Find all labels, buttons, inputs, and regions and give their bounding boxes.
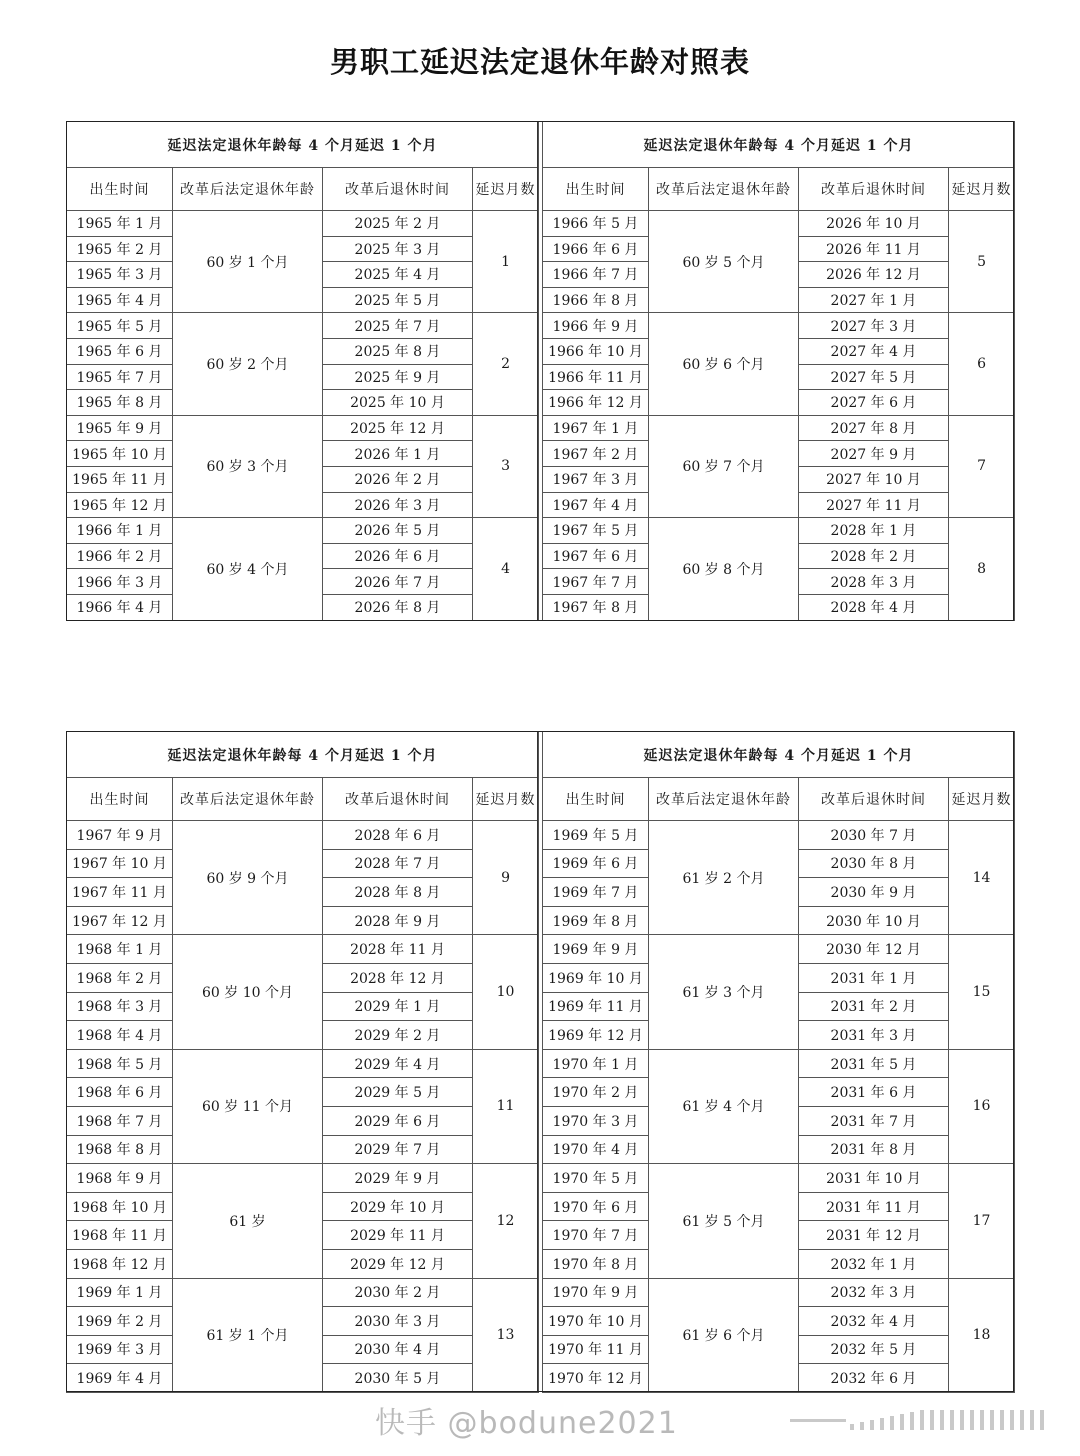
retirement-time-cell: 2026 年 11 月 <box>799 236 949 262</box>
retirement-time-cell: 2029 年 4 月 <box>323 1049 473 1078</box>
retirement-time-cell: 2027 年 1 月 <box>799 287 949 313</box>
retirement-time-cell: 2025 年 7 月 <box>323 313 473 339</box>
section-caption: 延迟法定退休年龄每 4 个月延迟 1 个月 <box>67 122 539 168</box>
table-right-1 <box>542 121 1014 621</box>
birth-time-cell: 1965 年 5 月 <box>67 313 173 339</box>
retirement-time-cell: 2028 年 12 月 <box>323 963 473 992</box>
birth-time-cell: 1968 年 10 月 <box>67 1192 173 1221</box>
table-row <box>543 415 1015 441</box>
barcode-bar <box>970 1410 974 1430</box>
retirement-time-cell: 2031 年 12 月 <box>799 1221 949 1250</box>
birth-time-cell: 1967 年 11 月 <box>67 878 173 907</box>
table-left-2 <box>66 731 538 1393</box>
delay-months-cell: 7 <box>949 415 1015 517</box>
retirement-time-cell: 2025 年 9 月 <box>323 364 473 390</box>
retirement-age-cell: 61 岁 6 个月 <box>649 1278 799 1392</box>
barcode-bar <box>850 1424 854 1430</box>
caption-row <box>543 732 1015 778</box>
delay-months-cell: 16 <box>949 1049 1015 1163</box>
caption-row <box>67 732 539 778</box>
barcode-bar <box>860 1422 864 1430</box>
birth-time-cell: 1969 年 8 月 <box>543 906 649 935</box>
retire-time-column-header: 改革后退休时间 <box>799 778 949 821</box>
barcode-bar <box>1000 1410 1004 1430</box>
retirement-time-cell: 2025 年 10 月 <box>323 390 473 416</box>
retirement-age-cell: 60 岁 8 个月 <box>649 518 799 620</box>
retirement-time-cell: 2032 年 1 月 <box>799 1249 949 1278</box>
birth-time-cell: 1970 年 12 月 <box>543 1364 649 1393</box>
delay-column-header: 延迟月数 <box>473 168 539 211</box>
birth-time-cell: 1965 年 7 月 <box>67 364 173 390</box>
header-row <box>543 778 1015 821</box>
birth-time-cell: 1966 年 4 月 <box>67 594 173 620</box>
delay-months-cell: 2 <box>473 313 539 415</box>
birth-time-cell: 1965 年 8 月 <box>67 390 173 416</box>
barcode-bar <box>870 1420 874 1430</box>
retirement-time-cell: 2031 年 2 月 <box>799 992 949 1021</box>
age-column-header: 改革后法定退休年龄 <box>649 168 799 211</box>
retirement-time-cell: 2029 年 11 月 <box>323 1221 473 1250</box>
birth-time-cell: 1966 年 3 月 <box>67 569 173 595</box>
section-caption: 延迟法定退休年龄每 4 个月延迟 1 个月 <box>67 732 539 778</box>
retirement-time-cell: 2030 年 2 月 <box>323 1278 473 1307</box>
birth-time-cell: 1968 年 11 月 <box>67 1221 173 1250</box>
birth-time-cell: 1970 年 8 月 <box>543 1249 649 1278</box>
barcode-bar <box>980 1410 984 1430</box>
retirement-age-cell: 60 岁 10 个月 <box>173 935 323 1049</box>
birth-time-cell: 1966 年 11 月 <box>543 364 649 390</box>
retirement-time-cell: 2032 年 4 月 <box>799 1307 949 1336</box>
barcode-bar <box>950 1410 954 1430</box>
birth-time-cell: 1968 年 7 月 <box>67 1106 173 1135</box>
delay-column-header: 延迟月数 <box>949 778 1015 821</box>
retirement-age-cell: 61 岁 4 个月 <box>649 1049 799 1163</box>
birth-time-cell: 1968 年 6 月 <box>67 1078 173 1107</box>
retirement-time-cell: 2026 年 5 月 <box>323 518 473 544</box>
retirement-age-cell: 61 岁 3 个月 <box>649 935 799 1049</box>
retirement-time-cell: 2026 年 3 月 <box>323 492 473 518</box>
retirement-time-cell: 2031 年 11 月 <box>799 1192 949 1221</box>
retirement-age-cell: 60 岁 2 个月 <box>173 313 323 415</box>
birth-time-cell: 1965 年 10 月 <box>67 441 173 467</box>
table-row <box>543 518 1015 544</box>
birth-column-header: 出生时间 <box>543 778 649 821</box>
birth-time-cell: 1967 年 8 月 <box>543 594 649 620</box>
retirement-time-cell: 2031 年 3 月 <box>799 1021 949 1050</box>
birth-time-cell: 1966 年 10 月 <box>543 338 649 364</box>
birth-time-cell: 1965 年 9 月 <box>67 415 173 441</box>
barcode-icon <box>790 1410 1055 1430</box>
retirement-time-cell: 2028 年 6 月 <box>323 821 473 850</box>
barcode-bar <box>910 1412 914 1430</box>
birth-time-cell: 1967 年 7 月 <box>543 569 649 595</box>
retirement-age-cell: 61 岁 2 个月 <box>649 821 799 935</box>
retirement-time-cell: 2028 年 7 月 <box>323 849 473 878</box>
birth-time-cell: 1969 年 4 月 <box>67 1364 173 1393</box>
birth-time-cell: 1968 年 9 月 <box>67 1164 173 1193</box>
header-row <box>67 778 539 821</box>
table-block-2 <box>66 731 1014 1392</box>
birth-time-cell: 1967 年 4 月 <box>543 492 649 518</box>
birth-column-header: 出生时间 <box>67 168 173 211</box>
delay-months-cell: 18 <box>949 1278 1015 1392</box>
retirement-age-cell: 60 岁 7 个月 <box>649 415 799 517</box>
birth-time-cell: 1967 年 10 月 <box>67 849 173 878</box>
retirement-time-cell: 2025 年 5 月 <box>323 287 473 313</box>
table-block-1 <box>66 121 1014 621</box>
retirement-time-cell: 2030 年 9 月 <box>799 878 949 907</box>
birth-time-cell: 1967 年 1 月 <box>543 415 649 441</box>
delay-months-cell: 1 <box>473 211 539 313</box>
retirement-time-cell: 2026 年 6 月 <box>323 543 473 569</box>
caption-row <box>543 122 1015 168</box>
delay-months-cell: 10 <box>473 935 539 1049</box>
retirement-time-cell: 2028 年 4 月 <box>799 594 949 620</box>
birth-time-cell: 1966 年 5 月 <box>543 211 649 237</box>
retirement-time-cell: 2028 年 2 月 <box>799 543 949 569</box>
birth-time-cell: 1966 年 12 月 <box>543 390 649 416</box>
retirement-age-cell: 61 岁 1 个月 <box>173 1278 323 1392</box>
retirement-time-cell: 2028 年 9 月 <box>323 906 473 935</box>
table-right-2 <box>542 731 1014 1393</box>
retirement-time-cell: 2030 年 8 月 <box>799 849 949 878</box>
retirement-time-cell: 2028 年 11 月 <box>323 935 473 964</box>
retirement-time-cell: 2032 年 3 月 <box>799 1278 949 1307</box>
retirement-time-cell: 2028 年 3 月 <box>799 569 949 595</box>
retirement-time-cell: 2026 年 8 月 <box>323 594 473 620</box>
section-caption: 延迟法定退休年龄每 4 个月延迟 1 个月 <box>543 122 1015 168</box>
retirement-age-cell: 60 岁 9 个月 <box>173 821 323 935</box>
birth-time-cell: 1965 年 12 月 <box>67 492 173 518</box>
retirement-age-cell: 60 岁 11 个月 <box>173 1049 323 1163</box>
birth-time-cell: 1968 年 1 月 <box>67 935 173 964</box>
birth-time-cell: 1970 年 9 月 <box>543 1278 649 1307</box>
barcode-bar <box>1040 1410 1044 1430</box>
table-row <box>543 935 1015 964</box>
retirement-time-cell: 2029 年 7 月 <box>323 1135 473 1164</box>
birth-time-cell: 1965 年 11 月 <box>67 466 173 492</box>
retirement-time-cell: 2030 年 4 月 <box>323 1335 473 1364</box>
retirement-time-cell: 2031 年 7 月 <box>799 1106 949 1135</box>
table-row <box>543 313 1015 339</box>
age-column-header: 改革后法定退休年龄 <box>649 778 799 821</box>
birth-time-cell: 1968 年 8 月 <box>67 1135 173 1164</box>
table-left-1 <box>66 121 538 621</box>
delay-months-cell: 5 <box>949 211 1015 313</box>
table-row <box>543 1278 1015 1307</box>
birth-time-cell: 1969 年 9 月 <box>543 935 649 964</box>
retirement-time-cell: 2027 年 6 月 <box>799 390 949 416</box>
age-column-header: 改革后法定退休年龄 <box>173 778 323 821</box>
caption-row <box>67 122 539 168</box>
retirement-time-cell: 2029 年 9 月 <box>323 1164 473 1193</box>
birth-time-cell: 1970 年 2 月 <box>543 1078 649 1107</box>
birth-time-cell: 1967 年 6 月 <box>543 543 649 569</box>
retirement-time-cell: 2030 年 7 月 <box>799 821 949 850</box>
birth-time-cell: 1969 年 10 月 <box>543 963 649 992</box>
birth-column-header: 出生时间 <box>543 168 649 211</box>
birth-time-cell: 1969 年 6 月 <box>543 849 649 878</box>
barcode-line <box>790 1419 846 1422</box>
retirement-time-cell: 2027 年 10 月 <box>799 466 949 492</box>
barcode-bar <box>890 1416 894 1430</box>
birth-time-cell: 1966 年 8 月 <box>543 287 649 313</box>
page-title: 男职工延迟法定退休年龄对照表 <box>329 45 750 79</box>
table-row <box>67 1278 539 1307</box>
retirement-time-cell: 2027 年 11 月 <box>799 492 949 518</box>
birth-time-cell: 1966 年 9 月 <box>543 313 649 339</box>
header-row <box>67 168 539 211</box>
delay-column-header: 延迟月数 <box>473 778 539 821</box>
birth-time-cell: 1969 年 11 月 <box>543 992 649 1021</box>
birth-time-cell: 1968 年 12 月 <box>67 1249 173 1278</box>
barcode-bar <box>940 1410 944 1430</box>
retirement-time-cell: 2029 年 12 月 <box>323 1249 473 1278</box>
table-row <box>67 518 539 544</box>
table-row <box>543 211 1015 237</box>
barcode-bar <box>990 1410 994 1430</box>
birth-time-cell: 1970 年 11 月 <box>543 1335 649 1364</box>
barcode-bar <box>930 1410 934 1430</box>
retirement-time-cell: 2025 年 2 月 <box>323 211 473 237</box>
retirement-time-cell: 2031 年 1 月 <box>799 963 949 992</box>
retirement-time-cell: 2025 年 4 月 <box>323 262 473 288</box>
retirement-time-cell: 2026 年 10 月 <box>799 211 949 237</box>
retirement-time-cell: 2027 年 3 月 <box>799 313 949 339</box>
barcode-bar <box>1020 1410 1024 1430</box>
retirement-time-cell: 2026 年 2 月 <box>323 466 473 492</box>
retirement-time-cell: 2030 年 10 月 <box>799 906 949 935</box>
section-caption: 延迟法定退休年龄每 4 个月延迟 1 个月 <box>543 732 1015 778</box>
retirement-time-cell: 2026 年 12 月 <box>799 262 949 288</box>
table-row <box>67 821 539 850</box>
delay-months-cell: 12 <box>473 1164 539 1278</box>
retirement-time-cell: 2029 年 1 月 <box>323 992 473 1021</box>
birth-time-cell: 1968 年 5 月 <box>67 1049 173 1078</box>
retirement-age-cell: 60 岁 6 个月 <box>649 313 799 415</box>
retirement-age-cell: 61 岁 <box>173 1164 323 1278</box>
retirement-time-cell: 2029 年 2 月 <box>323 1021 473 1050</box>
delay-months-cell: 9 <box>473 821 539 935</box>
delay-months-cell: 11 <box>473 1049 539 1163</box>
birth-time-cell: 1965 年 2 月 <box>67 236 173 262</box>
retirement-time-cell: 2026 年 1 月 <box>323 441 473 467</box>
delay-months-cell: 14 <box>949 821 1015 935</box>
retirement-time-cell: 2031 年 10 月 <box>799 1164 949 1193</box>
delay-months-cell: 4 <box>473 518 539 620</box>
delay-months-cell: 15 <box>949 935 1015 1049</box>
header-row <box>543 168 1015 211</box>
retire-time-column-header: 改革后退休时间 <box>799 168 949 211</box>
retirement-time-cell: 2031 年 6 月 <box>799 1078 949 1107</box>
retirement-age-cell: 60 岁 1 个月 <box>173 211 323 313</box>
birth-time-cell: 1969 年 3 月 <box>67 1335 173 1364</box>
retire-time-column-header: 改革后退休时间 <box>323 778 473 821</box>
birth-time-cell: 1967 年 2 月 <box>543 441 649 467</box>
birth-time-cell: 1968 年 3 月 <box>67 992 173 1021</box>
birth-time-cell: 1969 年 2 月 <box>67 1307 173 1336</box>
retirement-time-cell: 2027 年 4 月 <box>799 338 949 364</box>
retirement-time-cell: 2029 年 5 月 <box>323 1078 473 1107</box>
retirement-age-cell: 61 岁 5 个月 <box>649 1164 799 1278</box>
delay-months-cell: 3 <box>473 415 539 517</box>
retirement-time-cell: 2032 年 5 月 <box>799 1335 949 1364</box>
table-row <box>67 935 539 964</box>
delay-months-cell: 13 <box>473 1278 539 1392</box>
birth-time-cell: 1970 年 3 月 <box>543 1106 649 1135</box>
retirement-age-cell: 60 岁 4 个月 <box>173 518 323 620</box>
birth-time-cell: 1966 年 6 月 <box>543 236 649 262</box>
delay-months-cell: 17 <box>949 1164 1015 1278</box>
age-column-header: 改革后法定退休年龄 <box>173 168 323 211</box>
birth-time-cell: 1970 年 4 月 <box>543 1135 649 1164</box>
retirement-time-cell: 2030 年 3 月 <box>323 1307 473 1336</box>
retirement-age-cell: 60 岁 5 个月 <box>649 211 799 313</box>
delay-months-cell: 8 <box>949 518 1015 620</box>
retirement-time-cell: 2029 年 10 月 <box>323 1192 473 1221</box>
birth-time-cell: 1965 年 4 月 <box>67 287 173 313</box>
birth-time-cell: 1965 年 3 月 <box>67 262 173 288</box>
birth-time-cell: 1970 年 6 月 <box>543 1192 649 1221</box>
birth-time-cell: 1967 年 9 月 <box>67 821 173 850</box>
barcode-bar <box>900 1414 904 1430</box>
table-row <box>543 1164 1015 1193</box>
retirement-time-cell: 2030 年 12 月 <box>799 935 949 964</box>
birth-time-cell: 1969 年 1 月 <box>67 1278 173 1307</box>
table-row <box>67 1049 539 1078</box>
delay-column-header: 延迟月数 <box>949 168 1015 211</box>
birth-time-cell: 1970 年 10 月 <box>543 1307 649 1336</box>
retirement-time-cell: 2028 年 8 月 <box>323 878 473 907</box>
birth-time-cell: 1969 年 12 月 <box>543 1021 649 1050</box>
retirement-time-cell: 2029 年 6 月 <box>323 1106 473 1135</box>
watermark-text: 快手 @bodune2021 <box>375 1406 678 1441</box>
birth-time-cell: 1969 年 5 月 <box>543 821 649 850</box>
retirement-time-cell: 2025 年 3 月 <box>323 236 473 262</box>
birth-time-cell: 1969 年 7 月 <box>543 878 649 907</box>
retirement-time-cell: 2031 年 5 月 <box>799 1049 949 1078</box>
delay-months-cell: 6 <box>949 313 1015 415</box>
birth-time-cell: 1970 年 5 月 <box>543 1164 649 1193</box>
table-row <box>67 313 539 339</box>
retire-time-column-header: 改革后退休时间 <box>323 168 473 211</box>
table-row <box>543 821 1015 850</box>
barcode-bar <box>1010 1410 1014 1430</box>
table-row <box>67 1164 539 1193</box>
retirement-time-cell: 2031 年 8 月 <box>799 1135 949 1164</box>
table-row <box>543 1049 1015 1078</box>
birth-time-cell: 1970 年 1 月 <box>543 1049 649 1078</box>
table-row <box>67 415 539 441</box>
retirement-time-cell: 2030 年 5 月 <box>323 1364 473 1393</box>
barcode-bar <box>1030 1410 1034 1430</box>
retirement-time-cell: 2028 年 1 月 <box>799 518 949 544</box>
retirement-time-cell: 2026 年 7 月 <box>323 569 473 595</box>
retirement-time-cell: 2025 年 8 月 <box>323 338 473 364</box>
retirement-age-cell: 60 岁 3 个月 <box>173 415 323 517</box>
retirement-time-cell: 2027 年 9 月 <box>799 441 949 467</box>
barcode-bar <box>920 1410 924 1430</box>
birth-column-header: 出生时间 <box>67 778 173 821</box>
birth-time-cell: 1966 年 1 月 <box>67 518 173 544</box>
retirement-time-cell: 2027 年 8 月 <box>799 415 949 441</box>
retirement-time-cell: 2027 年 5 月 <box>799 364 949 390</box>
retirement-time-cell: 2025 年 12 月 <box>323 415 473 441</box>
birth-time-cell: 1966 年 7 月 <box>543 262 649 288</box>
birth-time-cell: 1967 年 12 月 <box>67 906 173 935</box>
barcode-bar <box>880 1418 884 1430</box>
birth-time-cell: 1965 年 6 月 <box>67 338 173 364</box>
birth-time-cell: 1965 年 1 月 <box>67 211 173 237</box>
birth-time-cell: 1966 年 2 月 <box>67 543 173 569</box>
table-row <box>67 211 539 237</box>
birth-time-cell: 1967 年 5 月 <box>543 518 649 544</box>
retirement-time-cell: 2032 年 6 月 <box>799 1364 949 1393</box>
barcode-bar <box>960 1410 964 1430</box>
birth-time-cell: 1968 年 2 月 <box>67 963 173 992</box>
birth-time-cell: 1968 年 4 月 <box>67 1021 173 1050</box>
birth-time-cell: 1970 年 7 月 <box>543 1221 649 1250</box>
birth-time-cell: 1967 年 3 月 <box>543 466 649 492</box>
